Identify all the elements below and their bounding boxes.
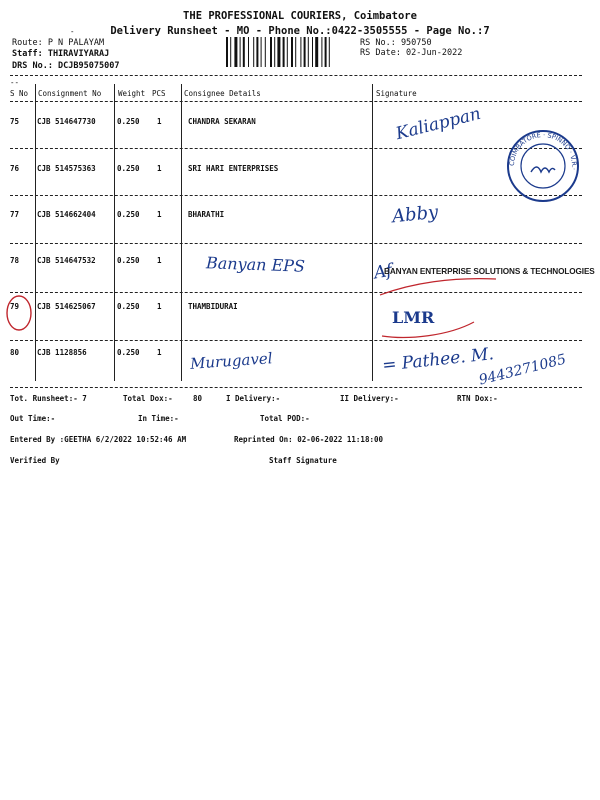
row-weight: 0.250 xyxy=(117,348,140,357)
barcode-bar xyxy=(321,37,322,67)
row-rule xyxy=(10,148,582,149)
barcode-bar xyxy=(248,37,249,67)
row-weight: 0.250 xyxy=(117,117,140,126)
barcode xyxy=(226,37,356,67)
barcode-bar xyxy=(234,37,237,67)
drs-number: DRS No.: DCJB95075007 xyxy=(12,61,120,71)
table-bottom-rule xyxy=(10,387,582,388)
barcode-bar xyxy=(256,37,258,67)
entered-by: Entered By :GEETHA 6/2/2022 10:52:46 AM xyxy=(10,435,187,444)
note-banyan: Banyan EPS xyxy=(205,253,306,276)
company-title: THE PROFESSIONAL COURIERS, Coimbatore xyxy=(183,10,417,22)
row-consignee: CHANDRA SEKARAN xyxy=(188,117,256,126)
barcode-bar xyxy=(270,37,272,67)
route-label: Route: P N PALAYAM xyxy=(12,38,105,48)
rtn-dox: RTN Dox:- xyxy=(457,394,498,403)
col-divider xyxy=(35,84,36,381)
row-pcs: 1 xyxy=(157,210,162,219)
barcode-bar xyxy=(226,37,228,67)
barcode-bar xyxy=(240,37,241,67)
signature-kaliappan: Kaliappan xyxy=(393,103,483,145)
row-weight: 0.250 xyxy=(117,164,140,173)
row-sno: 76 xyxy=(10,164,20,173)
out-time: Out Time:- xyxy=(10,414,56,423)
barcode-bar xyxy=(243,37,245,67)
col-divider xyxy=(181,84,182,381)
barcode-bar xyxy=(274,37,275,67)
row-weight: 0.250 xyxy=(117,302,140,311)
row-sno: 79 xyxy=(10,302,20,311)
col-header-signature: Signature xyxy=(376,89,417,98)
rs-number: RS No.: 950750 xyxy=(360,38,432,48)
staff-signature: Staff Signature xyxy=(269,456,337,465)
row-consignee: BHARATHI xyxy=(188,210,225,219)
barcode-bar xyxy=(287,37,288,67)
barcode-bar xyxy=(277,37,280,67)
row-pcs: 1 xyxy=(157,117,162,126)
signature-row78: Af xyxy=(372,260,394,284)
company-stamp: BANYAN ENTERPRISE SOLUTIONS & TECHNOLOGIES xyxy=(384,267,595,276)
row-weight: 0.250 xyxy=(117,210,140,219)
col-header-consignee: Consignee Details xyxy=(184,89,261,98)
red-circle-mark xyxy=(4,293,34,333)
barcode-bar xyxy=(291,37,293,67)
row-pcs: 1 xyxy=(157,302,162,311)
verified-by: Verified By xyxy=(10,456,60,465)
barcode-bar xyxy=(329,37,330,67)
total-dox-label: Total Dox:- xyxy=(123,394,173,403)
header-top-rule xyxy=(10,75,582,76)
row-pcs: 1 xyxy=(157,164,162,173)
row-sno: 75 xyxy=(10,117,20,126)
svg-text:COIMBATORE · SPINNO · V.R.· xyxy=(508,131,578,170)
i-delivery: I Delivery:- xyxy=(226,394,281,403)
company-seal xyxy=(503,126,583,206)
row-consignment: CJB 514625067 xyxy=(37,302,96,311)
row-consignment: CJB 514647532 xyxy=(37,256,96,265)
note-murugavel: Murugavel xyxy=(189,349,274,373)
barcode-bar xyxy=(295,37,296,67)
total-runsheet: Tot. Runsheet:- 7 xyxy=(10,394,87,403)
col-header-weight: Weight xyxy=(118,89,146,98)
reprinted-on: Reprinted On: 02-06-2022 11:18:00 xyxy=(234,435,384,444)
barcode-bar xyxy=(253,37,254,67)
total-dox-value: 80 xyxy=(193,394,203,403)
row-consignment: CJB 514575363 xyxy=(37,164,96,173)
row-rule xyxy=(10,243,582,244)
handwritten-phone: 9443271085 xyxy=(477,351,568,389)
signature-underline xyxy=(378,312,478,342)
barcode-bar xyxy=(230,37,231,67)
seal-text: COIMBATORE · SPINNO · V.R.· xyxy=(507,130,579,171)
row-consignee: THAMBIDURAI xyxy=(188,302,238,311)
row-sno: 77 xyxy=(10,210,20,219)
col-header-pcs: PCS xyxy=(152,89,166,98)
barcode-bar xyxy=(315,37,318,67)
barcode-bar xyxy=(265,37,266,67)
barcode-bar xyxy=(304,37,306,67)
barcode-bar xyxy=(325,37,327,67)
row-consignee: SRI HARI ENTERPRISES xyxy=(188,164,279,173)
signature-flourish xyxy=(372,273,502,299)
row-consignment: CJB 514662404 xyxy=(37,210,96,219)
col-divider xyxy=(114,84,115,381)
row-weight: 0.250 xyxy=(117,256,140,265)
barcode-bar xyxy=(261,37,262,67)
col-header-consignment: Consignment No xyxy=(38,89,102,98)
row-pcs: 1 xyxy=(157,256,162,265)
runsheet-subtitle: Delivery Runsheet - MO - Phone No.:0422-3505555 - Page No.:7 xyxy=(110,25,490,37)
rs-date: RS Date: 02-Jun-2022 xyxy=(360,48,463,58)
dash-mark: -- xyxy=(10,78,20,87)
signature-lmr: LMR xyxy=(392,308,435,327)
row-rule xyxy=(10,340,582,341)
row-consignment: CJB 514647730 xyxy=(37,117,96,126)
row-pcs: 1 xyxy=(157,348,162,357)
stray-dot: - xyxy=(70,27,75,36)
in-time: In Time:- xyxy=(138,414,179,423)
col-header-sno: S No xyxy=(10,89,29,98)
barcode-bar xyxy=(308,37,309,67)
row-sno: 80 xyxy=(10,348,20,357)
barcode-bar xyxy=(283,37,285,67)
signature-bharathi: Abby xyxy=(391,201,440,228)
header-bottom-rule xyxy=(10,101,582,102)
row-sno: 78 xyxy=(10,256,20,265)
col-divider xyxy=(372,84,373,381)
row-consignment: CJB 1128856 xyxy=(37,348,87,357)
signature-pathee: = Pathee. M. xyxy=(381,344,495,376)
ii-delivery: II Delivery:- xyxy=(340,394,399,403)
barcode-bar xyxy=(312,37,313,67)
barcode-bar xyxy=(300,37,301,67)
total-pod: Total POD:- xyxy=(260,414,310,423)
staff-label: Staff: THIRAVIYARAJ xyxy=(12,49,110,59)
row-rule xyxy=(10,195,582,196)
